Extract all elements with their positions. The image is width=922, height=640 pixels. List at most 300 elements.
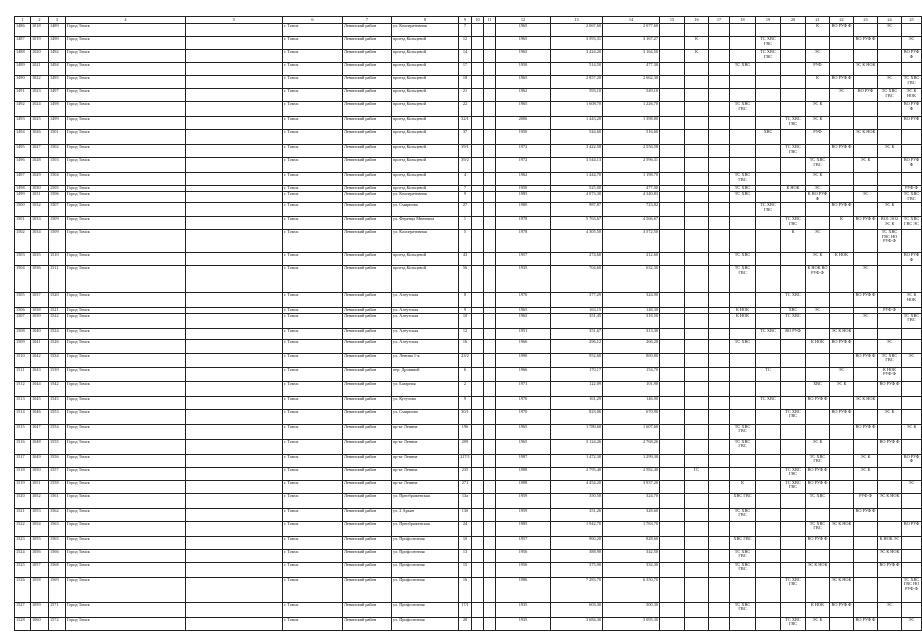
table-cell: 1506 [15,308,31,314]
table-cell: 1511 [49,266,66,293]
table-cell: г. Томск [283,467,343,480]
table-cell [685,367,709,381]
table-cell: Ленинский район [343,308,392,314]
table-cell [756,266,781,293]
table-cell: ТС ХВС ГВС [902,192,922,203]
table-cell [830,158,854,173]
table-cell [730,293,756,308]
table-cell [902,339,922,353]
table-cell: 1027 [31,145,49,158]
table-cell: Город Томск [66,549,186,562]
table-cell: 1987 [496,454,551,467]
table-cell: 1509 [49,217,66,230]
table-cell: 1033 [31,217,49,230]
table-cell: 1053 [31,508,49,521]
table-cell: ЭС К НОК [854,130,878,145]
table-cell: ул. Базарная [392,381,459,396]
table-cell: К НОК ВО РУФ Ф [806,266,830,293]
column-number-cell: 23 [854,17,878,24]
table-cell [878,63,902,76]
table-cell: Ленинский район [343,253,392,266]
table-cell [830,50,854,63]
table-cell: 1045 [31,396,49,409]
column-number-cell: 7 [343,17,392,24]
table-cell [472,339,484,353]
table-cell [781,424,806,439]
table-cell: 1986 [496,577,551,602]
table-cell: 271 [459,480,472,493]
table-cell: 1962 [496,89,551,102]
table-cell [660,63,685,76]
table-cell: ЭС К НОК [830,521,854,536]
table-cell: 16 [459,339,472,353]
table-cell: Город Томск [66,308,186,314]
table-cell: 351,45 [551,313,603,328]
table-cell: Ленинский район [343,617,392,630]
table-cell: 1501 [15,217,31,230]
table-cell: ТС ХВС ГВС [730,173,756,186]
table-cell [685,454,709,467]
table-cell: ВО РУФ Ф [902,253,922,266]
table-cell: 1494 [15,130,31,145]
table-cell: проезд Кольцевой [392,266,459,293]
table-cell: Город Томск [66,102,186,117]
table-cell: 351,26 [551,508,603,521]
table-cell: г. Томск [283,508,343,521]
table-cell [902,549,922,562]
table-cell [854,439,878,454]
table-cell [472,396,484,409]
table-cell [660,602,685,617]
table-cell: ЭС К НОК [902,89,922,102]
table-cell: 1031 [31,192,49,203]
table-cell [878,50,902,63]
table-cell [472,439,484,454]
table-cell: г. Томск [283,76,343,89]
table-cell [709,37,730,50]
table-cell [756,381,781,396]
table-cell: г. Томск [283,549,343,562]
table-cell [186,617,283,630]
table-cell [186,536,283,549]
table-cell: 1034 [31,230,49,253]
table-cell [484,76,496,89]
table-cell [685,424,709,439]
table-cell [660,24,685,37]
table-cell [709,192,730,203]
table-cell: Ленинский район [343,37,392,50]
table-cell: Ленинский район [343,454,392,467]
table-cell: ВО1 ЭО2 ЭС К [878,217,902,230]
column-number-cell: 9 [459,17,472,24]
table-cell: Ленинский район [343,409,392,424]
table-cell: 1056 [31,549,49,562]
table-cell: 1490 [15,76,31,89]
table-cell: Город Томск [66,409,186,424]
table-cell [660,76,685,89]
table-row [15,549,922,562]
table-row [15,396,922,409]
table-cell: ЭС [902,617,922,630]
table-cell [709,367,730,381]
table-cell: 1497 [15,173,31,186]
table-cell: 146,90 [603,396,660,409]
table-cell: Город Томск [66,339,186,353]
table-cell: г. Томск [283,50,343,63]
table-cell [186,339,283,353]
table-cell: 154,70 [603,367,660,381]
table-cell: ТС ХВС ГВС [756,50,781,63]
table-cell [830,293,854,308]
table-cell [781,339,806,353]
table-cell: 1965 [496,102,551,117]
table-cell [902,130,922,145]
column-number-cell: 24 [878,17,902,24]
table-cell: 1 763,70 [603,521,660,536]
table-cell [756,217,781,230]
table-cell [660,439,685,454]
table-cell [709,353,730,367]
table-cell [756,117,781,130]
table-cell: 1498 [49,102,66,117]
table-cell: 3 167,27 [603,37,660,50]
table-cell [685,353,709,367]
table-cell: 1507 [49,203,66,217]
table-cell [472,409,484,424]
table-cell: ВО РУФ Ф [878,381,902,396]
table-cell [685,266,709,293]
table-cell [756,102,781,117]
table-cell [830,130,854,145]
table-cell [854,339,878,353]
table-cell: ВО РУФ [902,117,922,130]
table-cell: г. Томск [283,536,343,549]
table-cell [660,381,685,396]
table-cell: 9 [459,192,472,203]
table-cell: ТС ХВС ГВС [781,617,806,630]
table-cell: 1965 [496,308,551,314]
table-cell [854,367,878,381]
table-cell [186,409,283,424]
table-row [15,467,922,480]
table-cell: 1502 [15,230,31,253]
table-row [15,424,922,439]
table-cell [781,602,806,617]
table-cell [660,617,685,630]
table-row [15,145,922,158]
table-cell: ул. Профсоюзная [392,536,459,549]
table-cell: 1522 [15,521,31,536]
table-cell: Город Томск [66,493,186,508]
table-cell [756,493,781,508]
table-cell [756,409,781,424]
table-cell [660,409,685,424]
table-cell: 6 [459,367,472,381]
table-cell [685,217,709,230]
table-cell: ТС ХВС ГВС [806,454,830,467]
table-cell [730,145,756,158]
table-cell: Ленинский район [343,328,392,339]
table-cell [484,536,496,549]
table-cell [660,266,685,293]
table-cell [878,467,902,480]
table-cell [484,203,496,217]
column-number-cell: 12 [496,17,551,24]
table-cell [660,454,685,467]
table-cell: 1965 [496,76,551,89]
table-row [15,521,922,536]
table-cell: К НОК [830,253,854,266]
table-cell: 1978 [496,230,551,253]
table-cell: ТС ХВС ГВС [878,353,902,367]
table-cell [709,454,730,467]
table-cell: 2 596,31 [603,158,660,173]
table-cell: 1959 [496,508,551,521]
table-cell: ВО РУФ Ф [830,76,854,89]
table-cell [484,130,496,145]
table-cell: ЭС К [854,158,878,173]
table-cell: ВО РУФ Ф [854,424,878,439]
table-cell [472,367,484,381]
table-cell: РУФ Ф [854,493,878,508]
table-cell: 3 124,26 [551,439,603,454]
table-cell: проезд Кольцевой [392,186,459,192]
table-row [15,617,922,630]
table-cell: ул. Кооперативная [392,24,459,37]
table-cell: ТС ХВС ГВС [730,424,756,439]
table-cell [902,63,922,76]
table-cell [484,89,496,102]
table-cell [484,521,496,536]
table-cell [902,381,922,396]
table-cell: 13а [459,493,472,508]
table-cell: 1028 [31,158,49,173]
table-cell: 1554 [49,424,66,439]
table-cell [878,313,902,328]
table-cell: ЭС К НОК [902,293,922,308]
table-cell: ул. Алеутская [392,339,459,353]
table-cell [685,76,709,89]
table-cell: проезд Кольцевой [392,158,459,173]
table-cell [186,37,283,50]
table-cell [756,293,781,308]
table-cell: ЭС К НОК [830,577,854,602]
table-cell: 1985 [496,192,551,203]
table-cell [660,145,685,158]
table-cell [484,293,496,308]
table-cell: 1972 [496,158,551,173]
table-cell [685,508,709,521]
table-cell [878,424,902,439]
table-cell: 14 [459,50,472,63]
table-cell [878,173,902,186]
table-cell: ВО РУФ Ф [830,339,854,353]
table-cell [685,617,709,630]
table-cell: 1 226,70 [603,102,660,117]
table-cell: 1022 [31,76,49,89]
table-cell: 13б [459,508,472,521]
table-cell [484,328,496,339]
table-cell: 1492 [49,50,66,63]
table-cell: ЭС К НОК [854,63,878,76]
table-cell: 1032 [31,203,49,217]
table-cell: проезд Кольцевой [392,130,459,145]
table-cell: 1959 [496,493,551,508]
table-cell: ТС [756,367,781,381]
table-cell: ЭС [806,308,830,314]
table-cell: ВО РУФ Ф [806,467,830,480]
table-cell [472,424,484,439]
table-cell: 1497 [49,89,66,102]
table-cell: 3 937,20 [603,480,660,493]
table-cell: 3 424,20 [551,50,603,63]
table-row [15,313,922,328]
column-number-cell: 1 [15,17,31,24]
table-cell: 500,30 [603,602,660,617]
table-cell: 209 [459,439,472,454]
table-cell: ЭС [830,367,854,381]
table-cell: 1565 [49,536,66,549]
table-cell [685,602,709,617]
table-cell [484,562,496,577]
table-cell [830,617,854,630]
table-cell: г. Томск [283,158,343,173]
table-cell [472,117,484,130]
table-cell: 1571 [49,602,66,617]
table-cell: 3 593,31 [551,37,603,50]
table-cell: ЭС [854,266,878,293]
table-cell [781,396,806,409]
table-cell: РУФ Ф [902,186,922,192]
table-cell [484,339,496,353]
table-cell: ТС ХВС [730,186,756,192]
table-cell [709,63,730,76]
table-cell: 1055 [31,536,49,549]
column-number-cell: 22 [830,17,854,24]
table-cell: 1518 [15,467,31,480]
table-cell: 5 763,67 [551,217,603,230]
table-cell [902,467,922,480]
table-cell: 324,70 [603,493,660,508]
table-cell: 1569 [49,577,66,602]
table-cell [484,480,496,493]
table-cell: 4 454,20 [551,480,603,493]
table-cell: г. Томск [283,308,343,314]
table-cell: 1 472,30 [551,454,603,467]
table-cell [781,549,806,562]
table-cell: 1040 [31,328,49,339]
table-cell [756,549,781,562]
table-cell: Город Томск [66,381,186,396]
table-cell: г. Томск [283,130,343,145]
table-cell: К [806,24,830,37]
table-cell: г. Томск [283,454,343,467]
table-cell: ул. Смирнова [392,409,459,424]
table-cell: 2 [459,381,472,396]
table-cell: Город Томск [66,480,186,493]
table-cell: проезд Кольцевой [392,50,459,63]
table-cell: 1058 [31,577,49,602]
table-cell: ВО РУФ Ф [878,562,902,577]
table-cell [709,145,730,158]
table-cell [854,76,878,89]
table-cell [685,130,709,145]
table-cell [660,467,685,480]
table-cell: 1026 [31,130,49,145]
table-cell: Ленинский район [343,89,392,102]
table-cell: 3 164,50 [603,50,660,63]
table-cell: 1970 [496,409,551,424]
table-cell [186,562,283,577]
table-cell: 1510 [49,253,66,266]
table-row [15,562,922,577]
table-cell: 1990 [496,353,551,367]
table-cell [472,50,484,63]
table-cell: Ленинский район [343,145,392,158]
table-cell: 1521 [15,508,31,521]
table-cell [781,192,806,203]
table-cell: 632,30 [603,266,660,293]
table-cell: 18 [459,76,472,89]
table-cell: 3 684,30 [551,617,603,630]
table-cell: 1504 [15,266,31,293]
table-cell [484,145,496,158]
table-cell: Город Томск [66,158,186,173]
table-cell: Ленинский район [343,117,392,130]
table-cell [756,467,781,480]
table-cell: К НОК [806,602,830,617]
table-cell [660,424,685,439]
table-cell [472,577,484,602]
table-cell [730,89,756,102]
table-cell: 1970 [496,396,551,409]
table-cell: Город Томск [66,173,186,186]
table-cell [730,467,756,480]
table-cell: 20 [459,617,472,630]
table-cell: 1036 [31,266,49,293]
table-cell: 23/2 [459,353,472,367]
table-cell: ул. Кооперативная [392,230,459,253]
table-cell [902,602,922,617]
table-cell [709,396,730,409]
table-cell: ул. Профсоюзная [392,602,459,617]
table-cell [830,454,854,467]
table-cell [902,24,922,37]
table-cell [660,396,685,409]
table-cell: 1 198,70 [603,173,660,186]
table-cell: 8 [459,293,472,308]
table-cell: 1035 [31,253,49,266]
table-cell [902,266,922,293]
table-cell: 15 [459,562,472,577]
table-cell: 1528 [15,617,31,630]
table-cell: ЭС К [806,439,830,454]
table-cell [660,158,685,173]
table-cell: 375,90 [551,562,603,577]
table-cell [756,353,781,367]
table-cell [781,521,806,536]
table-cell [781,367,806,381]
table-cell: ТС ХВС [730,63,756,76]
table-cell [854,536,878,549]
table-cell: ЭС К [806,102,830,117]
table-cell [756,145,781,158]
table-cell: К НОК [730,308,756,314]
column-number-cell: 2 [31,17,49,24]
table-cell: Город Томск [66,253,186,266]
table-cell [878,508,902,521]
table-cell: 1970 [496,293,551,308]
